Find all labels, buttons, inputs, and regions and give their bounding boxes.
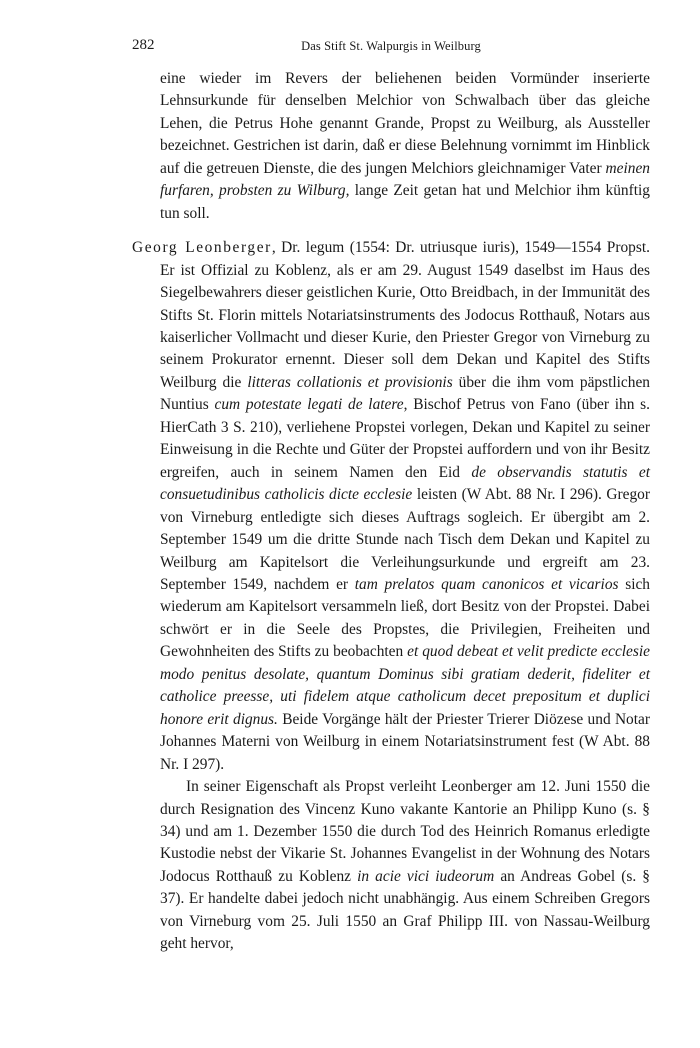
text-run: an Andreas Gobel (s. § 37). Er handelte dabei jedoch nicht unabhängig. Aus einem Schreiben Gregors von Virneburg vom 25. Juli 1550 an Graf Philipp III. von Nassau-Weilburg geht hervor, — [160, 867, 651, 953]
text-run: In seiner Eigenschaft als Propst verleiht Leonberger am 12. Juni 1550 die durch Resignation des Vincenz Kuno vakante Kantorie an Philipp Kuno (s. § 34) und am 1. Dezember 1550 die durch Tod des Heinrich Romanus erledigte Kustodie nebst der Vikarie St. Johannes Evangelist in der Wohnung des Notars Jodocus Rotthauß zu Koblenz — [160, 778, 650, 885]
latin-quote: cum potestate legati de latere — [214, 396, 404, 414]
body-text — [132, 68, 650, 956]
text-run: sich wiederum am Kapitelsort versammeln ließ, dort Besitz von der Propstei. Dabei schwört er in die Seele des Propstes, die Privilegien, Freiheiten und Gewohnheiten des Stifts zu beobachten — [160, 575, 651, 661]
text-run: lange Zeit getan hat und Melchior ihm künftig tun soll. — [160, 182, 650, 222]
entry-name: Georg Leonberger — [132, 239, 272, 257]
latin-quote: litteras collationis et provisionis — [247, 373, 453, 391]
latin-quote: et quod debeat et velit predicte ecclesie modo penitus desolate, quantum Dominus sibi gratiam dederit, fideliter et catholice preesse, uti fidelem atque catholicum decet prepositum et duplici honore erit dignus. — [160, 643, 650, 728]
text-run: eine wieder im Revers der beliehenen beiden Vormünder inserierte Lehnsurkunde für denselben Melchior von Schwalbach über das gleiche Lehen, die Petrus Hohe genannt Grande, Propst zu Weilburg, als Aussteller bezeichnet. Gestrichen ist darin, daß er diese Belehnung vornimmt im Hinblick auf die getreuen Dienste, die des jungen Melchiors gleichnamiger Vater — [160, 70, 650, 177]
latin-quote: meinen furfaren, probsten zu Wilburg, — [160, 159, 650, 200]
text-run: , Bischof Petrus von Fano (über ihn s. HierCath 3 S. 210), verliehene Propstei vorlegen, Dekan und Kapitel zu seiner Einweisung in die Rechte und Güter der Propstei auffordern und von ihr Besitz ergreifen, auch in seinem Namen den Eid — [160, 396, 650, 481]
text-run: Beide Vorgänge hält der Priester Trierer Diözese und Notar Johannes Materni von Weilburg in einem Notariatsinstrument fest (W Abt. 88 Nr. I 297). — [160, 710, 650, 773]
page-number: 282 — [132, 37, 155, 53]
latin-quote: tam prelatos quam canonicos et vicarios — [354, 575, 619, 593]
text-run: über die ihm vom päpstlichen Nuntius — [160, 373, 650, 414]
text-run: , Dr. legum (1554: Dr. utriusque iuris), 1549—1554 Propst. Er ist Offizial zu Koblenz, als er am 29. August 1549 daselbst im Haus des Siegelbewahrers dieser geistlichen Kurie, Otto Breidbach, in der Immunität des Stifts St. Florin mittels Notariatsinstruments des Jodocus Rotthauß, Notars aus kaiserlicher Vollmacht und dieser Kurie, den Priester Gregor von Virneburg zu seinem Prokurator ernennt. Dieser soll dem Dekan und Kapitel des Stifts Weilburg die — [160, 239, 650, 391]
text-run: leisten (W Abt. 88 Nr. I 296). Gregor von Virneburg entledigte sich dieses Auftrags sogleich. Er übergibt am 2. September 1549 um die dritte Stunde nach Tisch dem Dekan und Kapitel zu Weilburg am Kapitelsort die Verleihungsurkunde und ergreift am 23. September 1549, nachdem er — [160, 486, 650, 593]
latin-quote: de observandis statutis et consuetudinibus catholicis dicte ecclesie — [160, 463, 650, 504]
running-head: Das Stift St. Walpurgis in Weilburg — [301, 39, 481, 53]
entry-georg-leonberger — [132, 237, 650, 776]
latin-quote: in acie vici iudeorum — [357, 867, 495, 885]
paragraph-continuation — [132, 68, 650, 225]
paragraph-indented — [132, 776, 650, 956]
